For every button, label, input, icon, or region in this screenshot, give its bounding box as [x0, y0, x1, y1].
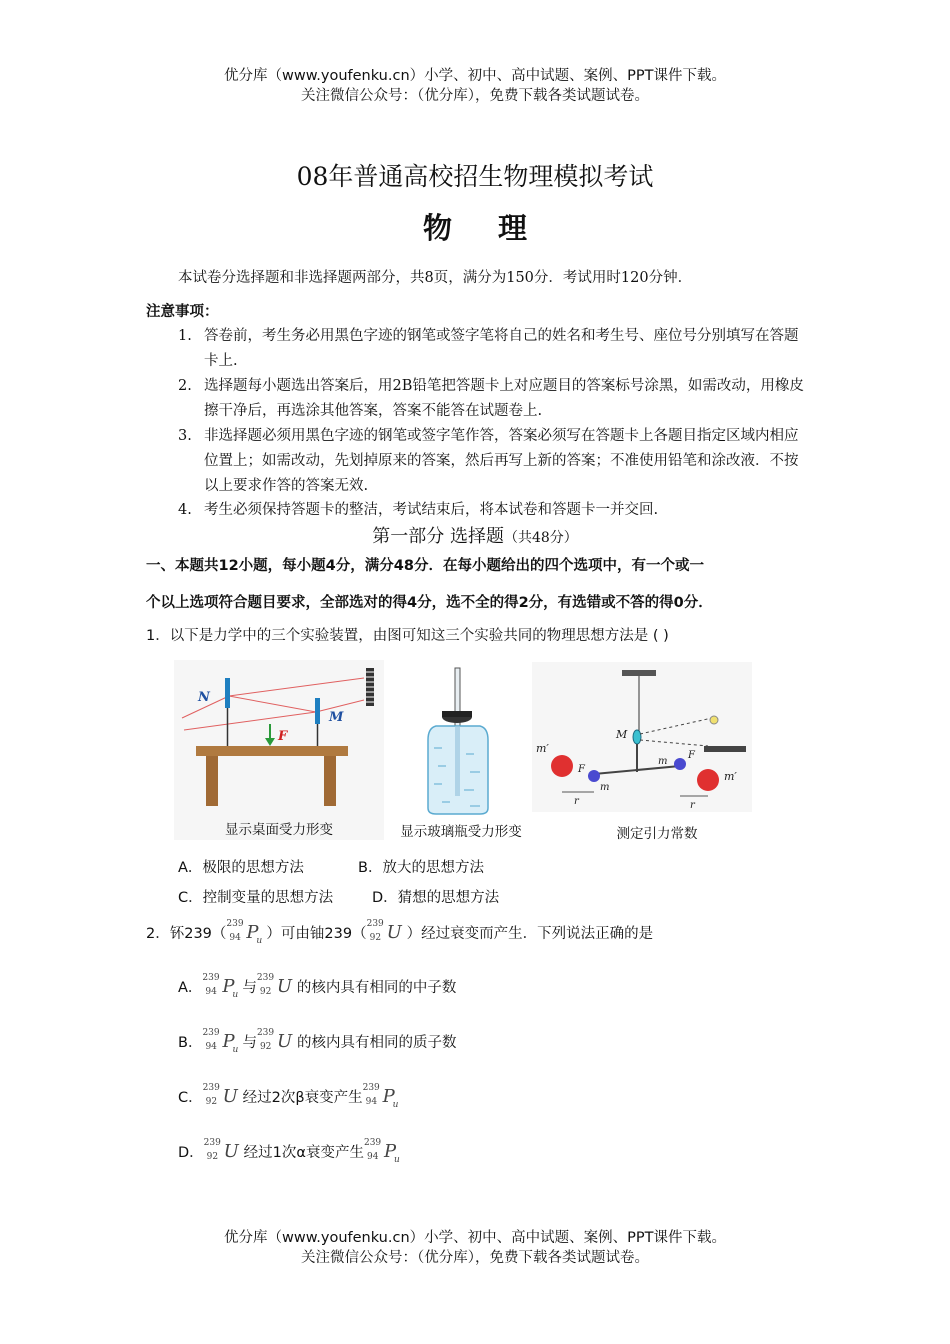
note-text: 答卷前，考生务必用黑色字迹的钢笔或签字笔将自己的姓名和考生号、座位号分别填写在答题卡上.: [204, 328, 799, 369]
option-label: C．: [178, 1090, 203, 1106]
section-instruction-1: 一、本题共12小题，每小题4分，满分48分．在每小题给出的四个选项中，有一个或一: [146, 558, 704, 574]
label-r-left: r: [574, 796, 579, 807]
q2-option-a: [178, 972, 456, 1004]
label-f-right: F: [688, 750, 695, 761]
caption-1: 显示桌面受力形变: [225, 822, 333, 838]
subject-title: 物 理: [422, 211, 546, 245]
label-m: M: [329, 710, 344, 725]
note-num: 2.: [178, 378, 192, 394]
table-top: [196, 746, 348, 756]
option-mid: 经过2次β衰变产生: [242, 1090, 363, 1106]
q2-stem-prefix: 2．钚239（: [146, 926, 227, 942]
big-ball-right: [697, 769, 719, 791]
label-r-right: r: [690, 800, 695, 811]
note-text: 考生必须保持答题卡的整洁，考试结束后，将本试卷和答题卡一并交回.: [204, 502, 659, 518]
label-m-small-right: m: [658, 756, 668, 767]
label-f-left: F: [578, 764, 585, 775]
nuclide-u: 239 92 U: [256, 1028, 293, 1052]
section-instruction-2: 个以上选项符合题目要求，全部选对的得4分，选不全的得2分，有选错或不答的得0分．: [146, 595, 713, 611]
option-label: A．: [178, 980, 203, 996]
header-line-1: 优分库（www.youfenku.cn）小学、初中、高中试题、案例、PPT课件下载。: [224, 68, 726, 84]
section-points: （共48分）: [503, 530, 578, 546]
page-header: [0, 66, 950, 106]
label-m-small-left: m: [600, 782, 610, 793]
q2-option-c: [178, 1082, 403, 1114]
nuclide-pu: 239 94 P u: [362, 1083, 399, 1110]
figure-desk-deformation: [174, 660, 384, 840]
footer-line-2: 关注微信公众号：（优分库），免费下载各类试题试卷。: [301, 1250, 649, 1266]
nuclide-u: 239 92 U: [256, 973, 293, 997]
nuclide-pu: 239 94 P u: [202, 973, 239, 1000]
note-num: 4.: [178, 502, 192, 518]
scale-bar: [704, 746, 746, 752]
nuclide-pu: 239 94 P u: [363, 1138, 400, 1165]
q1-option-d: D．猜想的思想方法: [372, 890, 500, 906]
exam-intro: 本试卷分选择题和非选择题两部分，共8页，满分为150分．考试用时120分钟．: [178, 270, 693, 286]
footer-line-1: 优分库（www.youfenku.cn）小学、初中、高中试题、案例、PPT课件下载。: [224, 1230, 726, 1246]
q2-stem-mid: ）可由铀239（: [266, 926, 367, 942]
figure-torsion-balance: [532, 662, 752, 822]
exam-title: 08年普通高校招生物理模拟考试: [296, 162, 654, 191]
option-mid: 经过1次α衰变产生: [243, 1145, 364, 1161]
question-1-stem: 1．以下是力学中的三个实验装置，由图可知这三个实验共同的物理思想方法是 ( ): [146, 628, 669, 644]
option-mid: 与: [242, 1035, 257, 1051]
ceiling-mount: [622, 670, 656, 676]
lamp: [710, 716, 718, 724]
note-text: 非选择题必须用黑色字迹的钢笔或签字笔作答，答案必须写在答题卡上各题目指定区域内相应位置上；如需改动，先划掉原来的答案，然后再写上新的答案；不准使用铅笔和涂改液．不按以上要求作答的答案无效.: [204, 428, 799, 494]
header-line-2: 关注微信公众号：（优分库），免费下载各类试题试卷。: [301, 88, 649, 104]
table-leg-right: [324, 756, 336, 806]
nuclide-u: 239 92 U: [366, 919, 402, 943]
q1-option-c: C．控制变量的思想方法: [178, 890, 334, 906]
note-num: 3.: [178, 428, 192, 444]
note-text: 选择题每小题选出答案后，用2B铅笔把答题卡上对应题目的答案标号涂黑，如需改动，用橡皮擦干净后，再选涂其他答案，答案不能答在试题卷上.: [204, 378, 804, 419]
caption-2: 显示玻璃瓶受力形变: [400, 824, 522, 840]
note-item-4: [178, 498, 659, 523]
label-m-big: M: [616, 728, 628, 741]
mirror-m: [315, 698, 320, 724]
torsion-mirror: [633, 730, 641, 744]
q1-option-a: A．极限的思想方法: [178, 860, 304, 876]
caption-3: 测定引力常数: [616, 826, 698, 842]
q2-stem-suffix: ）经过衰变而产生．下列说法正确的是: [406, 926, 654, 942]
option-label: B．: [178, 1035, 203, 1051]
label-m-prime-right: m′: [724, 770, 737, 783]
q2-option-b: [178, 1027, 456, 1059]
page-footer: [0, 1228, 950, 1268]
mirror-n: [225, 678, 230, 708]
label-n: N: [198, 690, 210, 705]
note-item-3: [178, 424, 799, 494]
note-item-2: [178, 374, 804, 419]
nuclide-pu: 239 94 P u: [226, 919, 263, 946]
nuclide-u: 239 92 U: [202, 1083, 238, 1107]
label-m-prime-left: m′: [536, 742, 549, 755]
q2-option-d: [178, 1137, 404, 1169]
small-ball-right: [674, 758, 686, 770]
label-f: F: [278, 729, 288, 744]
note-item-1: [178, 324, 799, 369]
notes-heading: 注意事项：: [146, 304, 219, 320]
option-mid: 与: [242, 980, 257, 996]
big-ball-left: [551, 755, 573, 777]
option-label: D．: [178, 1145, 204, 1161]
section-title: [0, 522, 950, 548]
note-num: 1.: [178, 328, 192, 344]
option-tail: 的核内具有相同的质子数: [296, 1035, 457, 1051]
small-ball-left: [588, 770, 600, 782]
section-name: 第一部分 选择题: [372, 526, 504, 547]
q1-option-b: B．放大的思想方法: [358, 860, 484, 876]
nuclide-pu: 239 94 P u: [202, 1028, 239, 1055]
figure-glass-bottle: [396, 662, 526, 822]
option-tail: 的核内具有相同的中子数: [296, 980, 457, 996]
table-leg-left: [206, 756, 218, 806]
question-2-stem: [146, 918, 653, 950]
nuclide-u: 239 92 U: [203, 1138, 239, 1162]
